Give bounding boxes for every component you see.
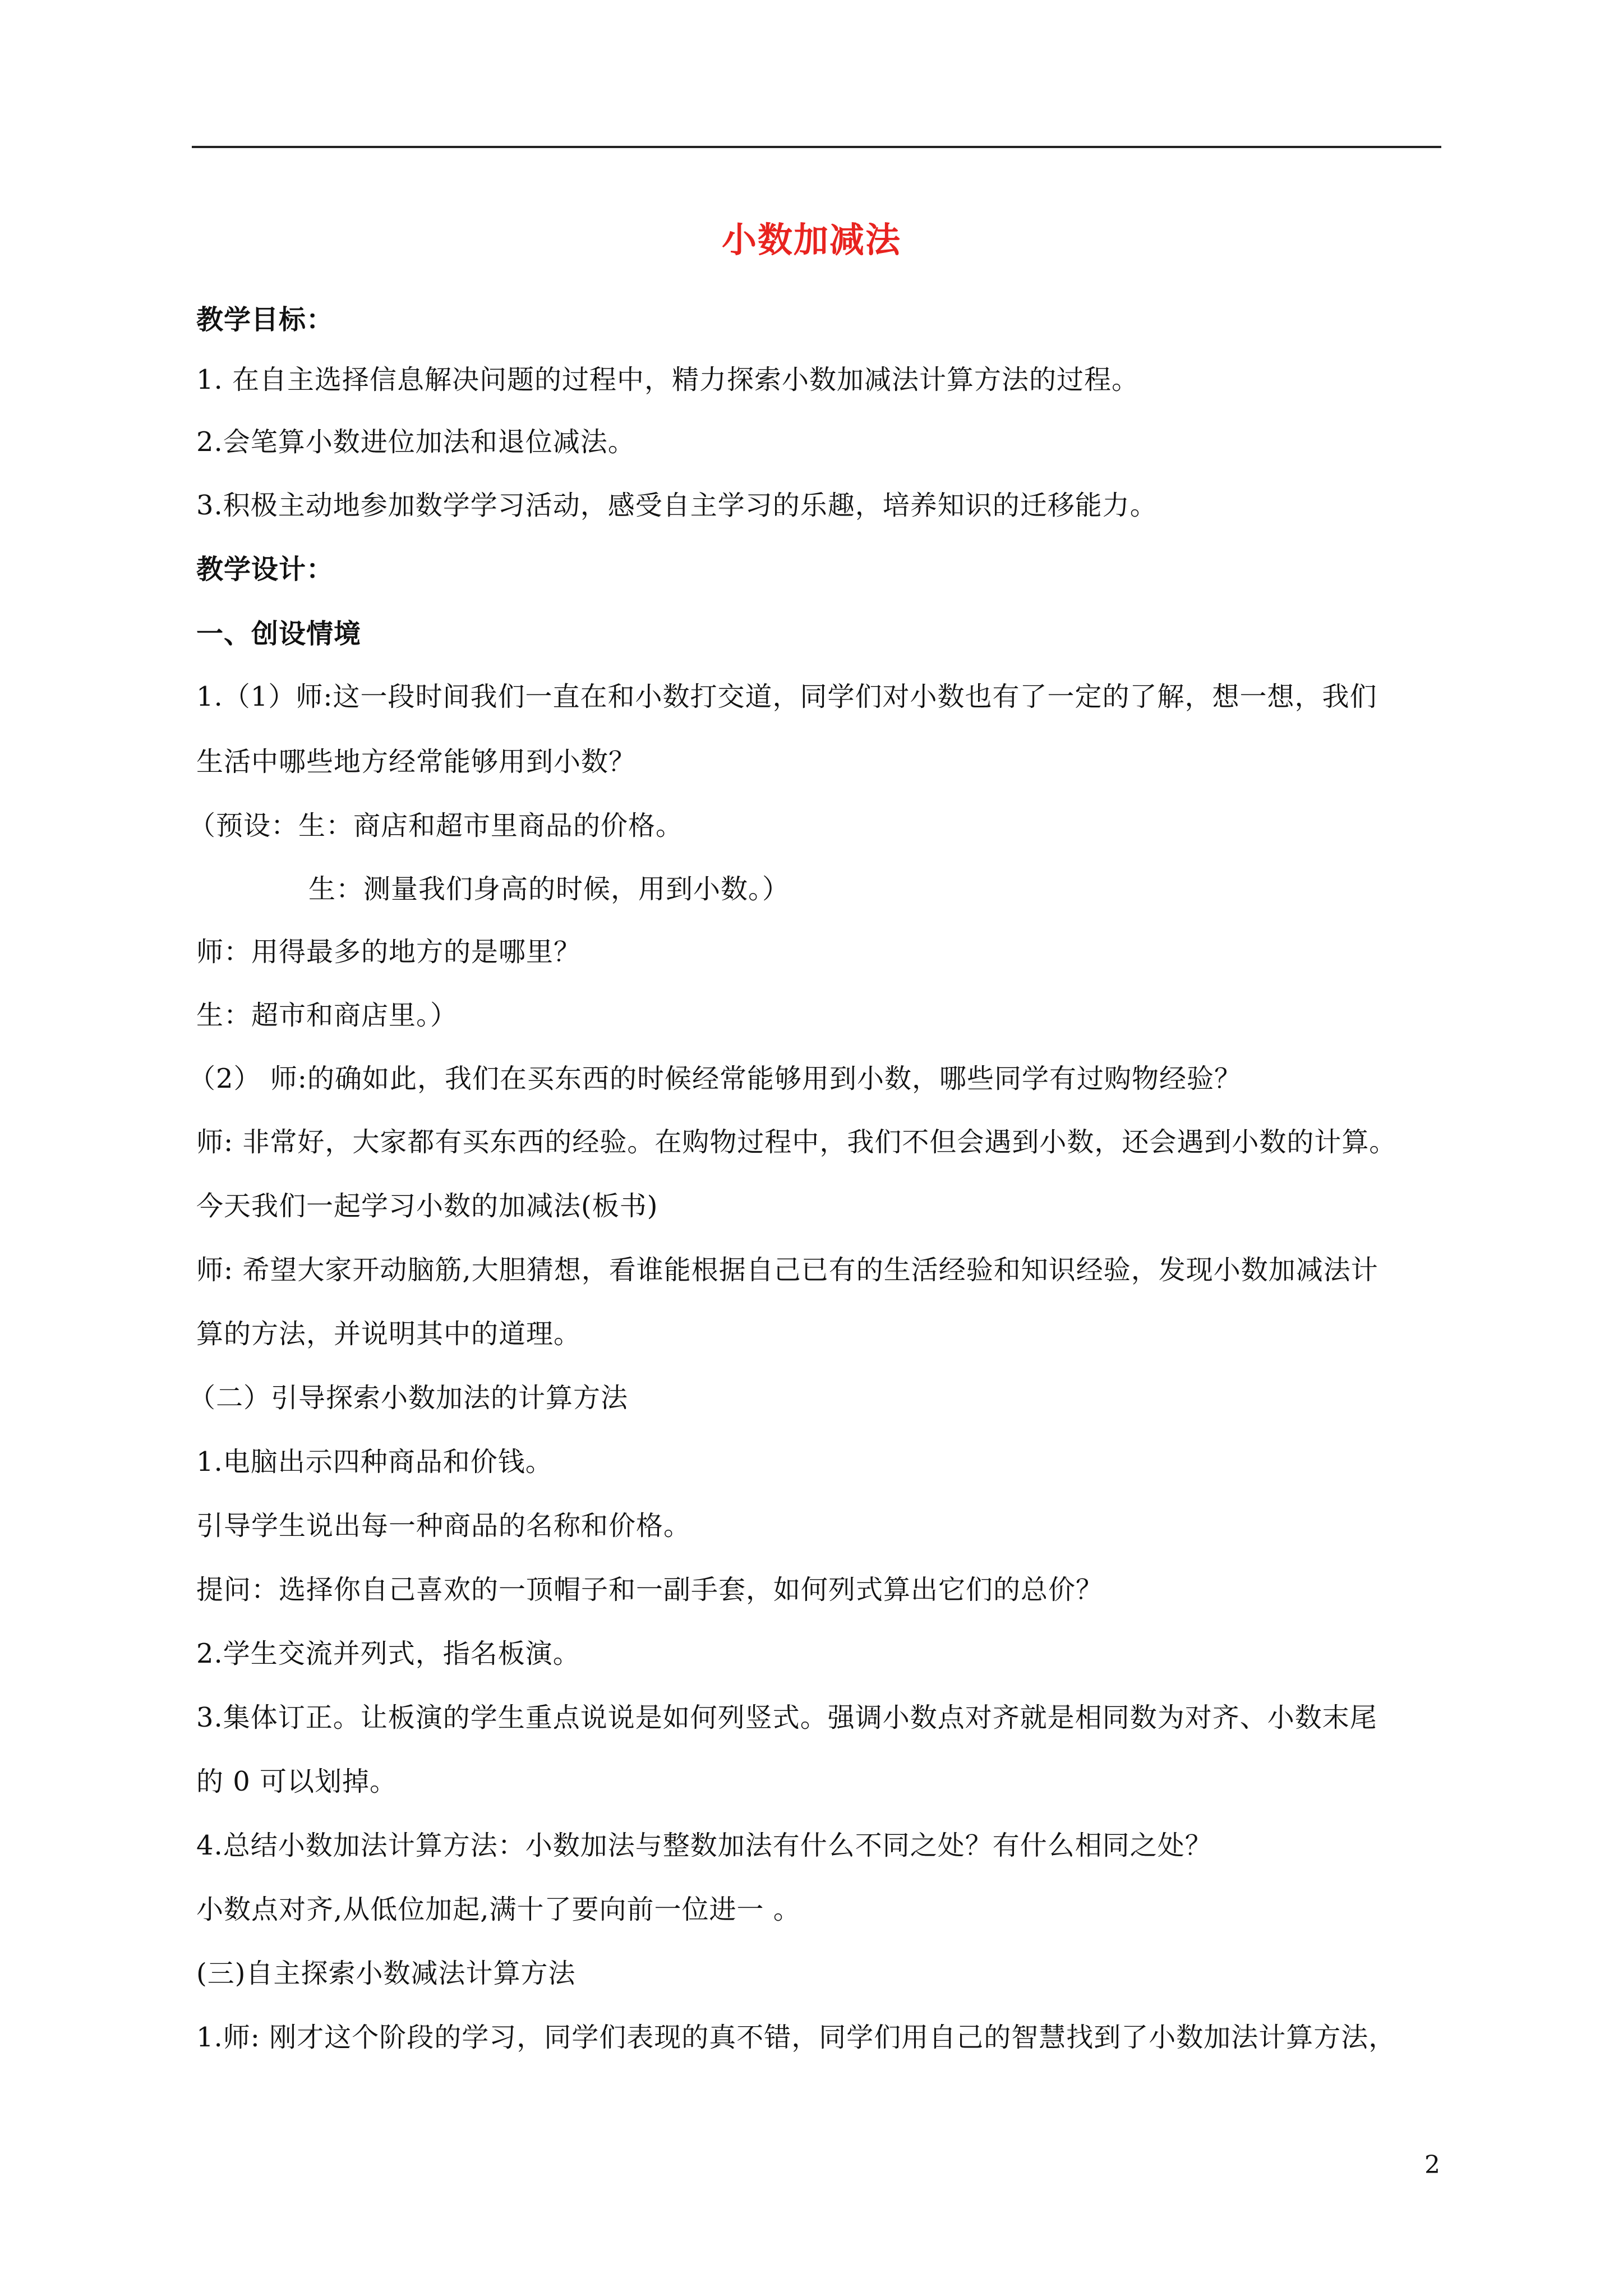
paragraph-line: （2） 师:的确如此，我们在买东西的时候经常能够用到小数，哪些同学有过购物经验？ bbox=[188, 1063, 1242, 1094]
paragraph-line: 1.电脑出示四种商品和价钱。 bbox=[196, 1446, 553, 1478]
subheading-section-2: （二）引导探索小数加法的计算方法 bbox=[188, 1382, 629, 1414]
page-title: 小数加减法 bbox=[721, 219, 901, 260]
paragraph-line: 小数点对齐,从低位加起,满十了要向前一位进一 。 bbox=[196, 1894, 801, 1925]
goal-1: 1. 在自主选择信息解决问题的过程中，精力探索小数加减法计算方法的过程。 bbox=[196, 364, 1140, 395]
heading-teaching-goals: 教学目标： bbox=[196, 304, 334, 335]
paragraph-line: 1.师: 刚才这个阶段的学习，同学们表现的真不错，同学们用自己的智慧找到了小数加法计算方法， bbox=[196, 2022, 1396, 2053]
subheading-section-3: (三)自主探索小数减法计算方法 bbox=[196, 1958, 576, 1989]
paragraph-line: 算的方法，并说明其中的道理。 bbox=[196, 1318, 582, 1350]
paragraph-line: 今天我们一起学习小数的加减法(板书) bbox=[196, 1190, 658, 1222]
paragraph-line: 1.（1）师:这一段时间我们一直在和小数打交道，同学们对小数也有了一定的了解，想一想，我们 bbox=[196, 681, 1377, 712]
paragraph-line: 生活中哪些地方经常能够用到小数？ bbox=[196, 746, 637, 777]
heading-teaching-design: 教学设计： bbox=[196, 554, 334, 585]
heading-section-1: 一、创设情境 bbox=[196, 618, 362, 650]
paragraph-line: 师: 非常好，大家都有买东西的经验。在购物过程中，我们不但会遇到小数，还会遇到小数的计算。 bbox=[196, 1126, 1397, 1158]
paragraph-line: 引导学生说出每一种商品的名称和价格。 bbox=[196, 1510, 691, 1542]
paragraph-line: 师: 希望大家开动脑筋,大胆猜想，看谁能根据自己已有的生活经验和知识经验，发现小数加减法计 bbox=[196, 1254, 1378, 1286]
paragraph-line: 2.学生交流并列式，指名板演。 bbox=[196, 1638, 580, 1669]
paragraph-line: 师：用得最多的地方的是哪里？ bbox=[196, 936, 582, 968]
paragraph-line: 提问：选择你自己喜欢的一顶帽子和一副手套，如何列式算出它们的总价？ bbox=[196, 1574, 1104, 1605]
paragraph-line: 的 0 可以划掉。 bbox=[196, 1766, 398, 1797]
paragraph-line: 生：超市和商店里。） bbox=[196, 1000, 458, 1031]
header-rule bbox=[192, 146, 1441, 148]
paragraph-line: 4.总结小数加法计算方法：小数加法与整数加法有什么不同之处？有什么相同之处？ bbox=[196, 1830, 1212, 1861]
paragraph-line: 3.集体订正。让板演的学生重点说说是如何列竖式。强调小数点对齐就是相同数为对齐、小数末尾 bbox=[196, 1702, 1377, 1733]
paragraph-line: 生：测量我们身高的时候，用到小数。） bbox=[308, 873, 790, 905]
page-number: 2 bbox=[1424, 2151, 1440, 2179]
goal-3: 3.积极主动地参加数学学习活动，感受自主学习的乐趣，培养知识的迁移能力。 bbox=[196, 490, 1158, 521]
paragraph-line: （预设：生：商店和超市里商品的价格。 bbox=[188, 810, 684, 841]
goal-2: 2.会笔算小数进位加法和退位减法。 bbox=[196, 426, 635, 458]
